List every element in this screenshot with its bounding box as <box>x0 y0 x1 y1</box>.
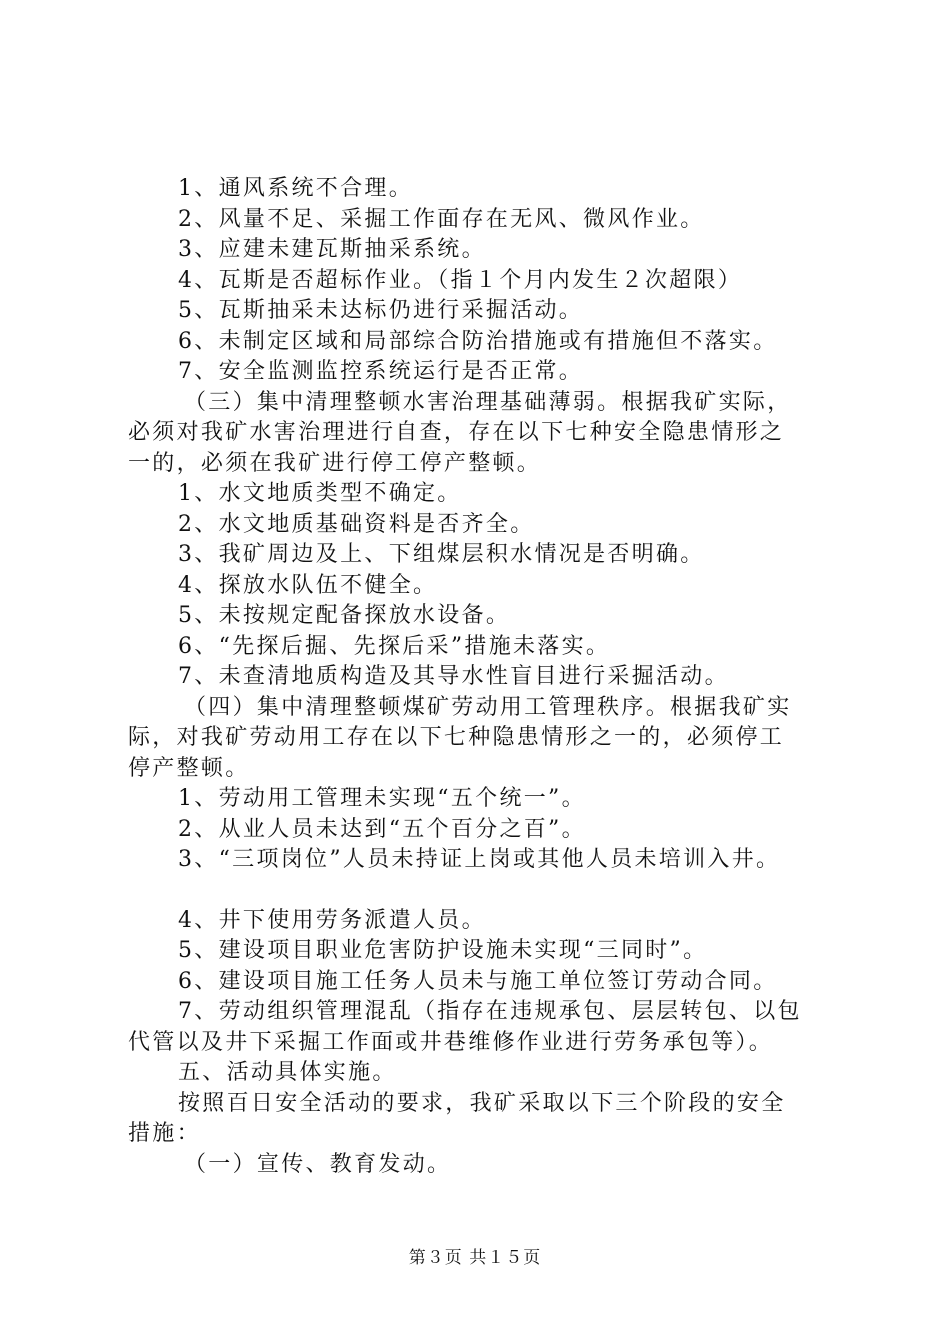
section-heading: （一）宣传、教育发动。 <box>184 1151 452 1177</box>
paragraph-line: 按照百日安全活动的要求，我矿采取以下三个阶段的安全 <box>178 1090 786 1116</box>
list-item: 1、劳动用工管理未实现“五个统一”。 <box>178 786 586 811</box>
paragraph-line: 际，对我矿劳动用工存在以下七种隐患情形之一的，必须停工 <box>128 725 785 750</box>
section-heading: （三）集中清理整顿水害治理基础薄弱。根据我矿实际， <box>184 389 792 415</box>
list-item: 4、瓦斯是否超标作业。（指１个月内发生２次超限） <box>178 267 743 293</box>
section-heading: （四）集中清理整顿煤矿劳动用工管理秩序。根据我矿实 <box>184 694 792 720</box>
paragraph-line: 必须对我矿水害治理进行自查，存在以下七种安全隐患情形之 <box>128 420 785 445</box>
list-item: 2、水文地质基础资料是否齐全。 <box>178 511 535 537</box>
paragraph-line: 代管以及井下采掘工作面或井巷维修作业进行劳务承包等）。 <box>128 1029 774 1055</box>
list-item: 3、应建未建瓦斯抽采系统。 <box>178 237 486 262</box>
list-item: 6、未制定区域和局部综合防治措施或有措施但不落实。 <box>178 328 778 354</box>
list-item: 7、安全监测监控系统运行是否正常。 <box>178 359 584 384</box>
list-item: 7、未查清地质构造及其导水性盲目进行采掘活动。 <box>178 664 729 689</box>
paragraph-line: 措施： <box>128 1121 201 1146</box>
list-item: 3、我矿周边及上、下组煤层积水情况是否明确。 <box>178 542 705 567</box>
section-heading: 五、活动具体实施。 <box>178 1060 397 1085</box>
list-item: 5、未按规定配备探放水设备。 <box>178 603 511 628</box>
list-item: 5、瓦斯抽采未达标仍进行采掘活动。 <box>178 298 584 323</box>
list-item: 5、建设项目职业危害防护设施未实现“三同时”。 <box>178 938 708 963</box>
document-body <box>128 174 840 1180</box>
list-item: 6、建设项目施工任务人员未与施工单位签订劳动合同。 <box>178 968 778 994</box>
page-number-footer: 第３页 共１５页 <box>408 1248 542 1268</box>
list-item: 2、风量不足、采掘工作面存在无风、微风作业。 <box>178 206 705 232</box>
list-item: 6、“先探后掘、先探后采”措施未落实。 <box>178 633 611 659</box>
blank-line <box>128 876 840 906</box>
paragraph-line: 一的，必须在我矿进行停工停产整顿。 <box>128 450 542 476</box>
list-item: 3、“三项岗位”人员未持证上岗或其他人员未培训入井。 <box>178 847 781 872</box>
list-item: 1、通风系统不合理。 <box>178 176 413 201</box>
list-item: 2、从业人员未达到“五个百分之百”。 <box>178 816 586 842</box>
list-item: 1、水文地质类型不确定。 <box>178 481 462 506</box>
paragraph-line: 停产整顿。 <box>128 755 250 781</box>
list-item: 4、井下使用劳务派遣人员。 <box>178 907 486 933</box>
list-item: 7、劳动组织管理混乱（指存在违规承包、层层转包、以包 <box>178 999 802 1024</box>
list-item: 4、探放水队伍不健全。 <box>178 572 438 598</box>
